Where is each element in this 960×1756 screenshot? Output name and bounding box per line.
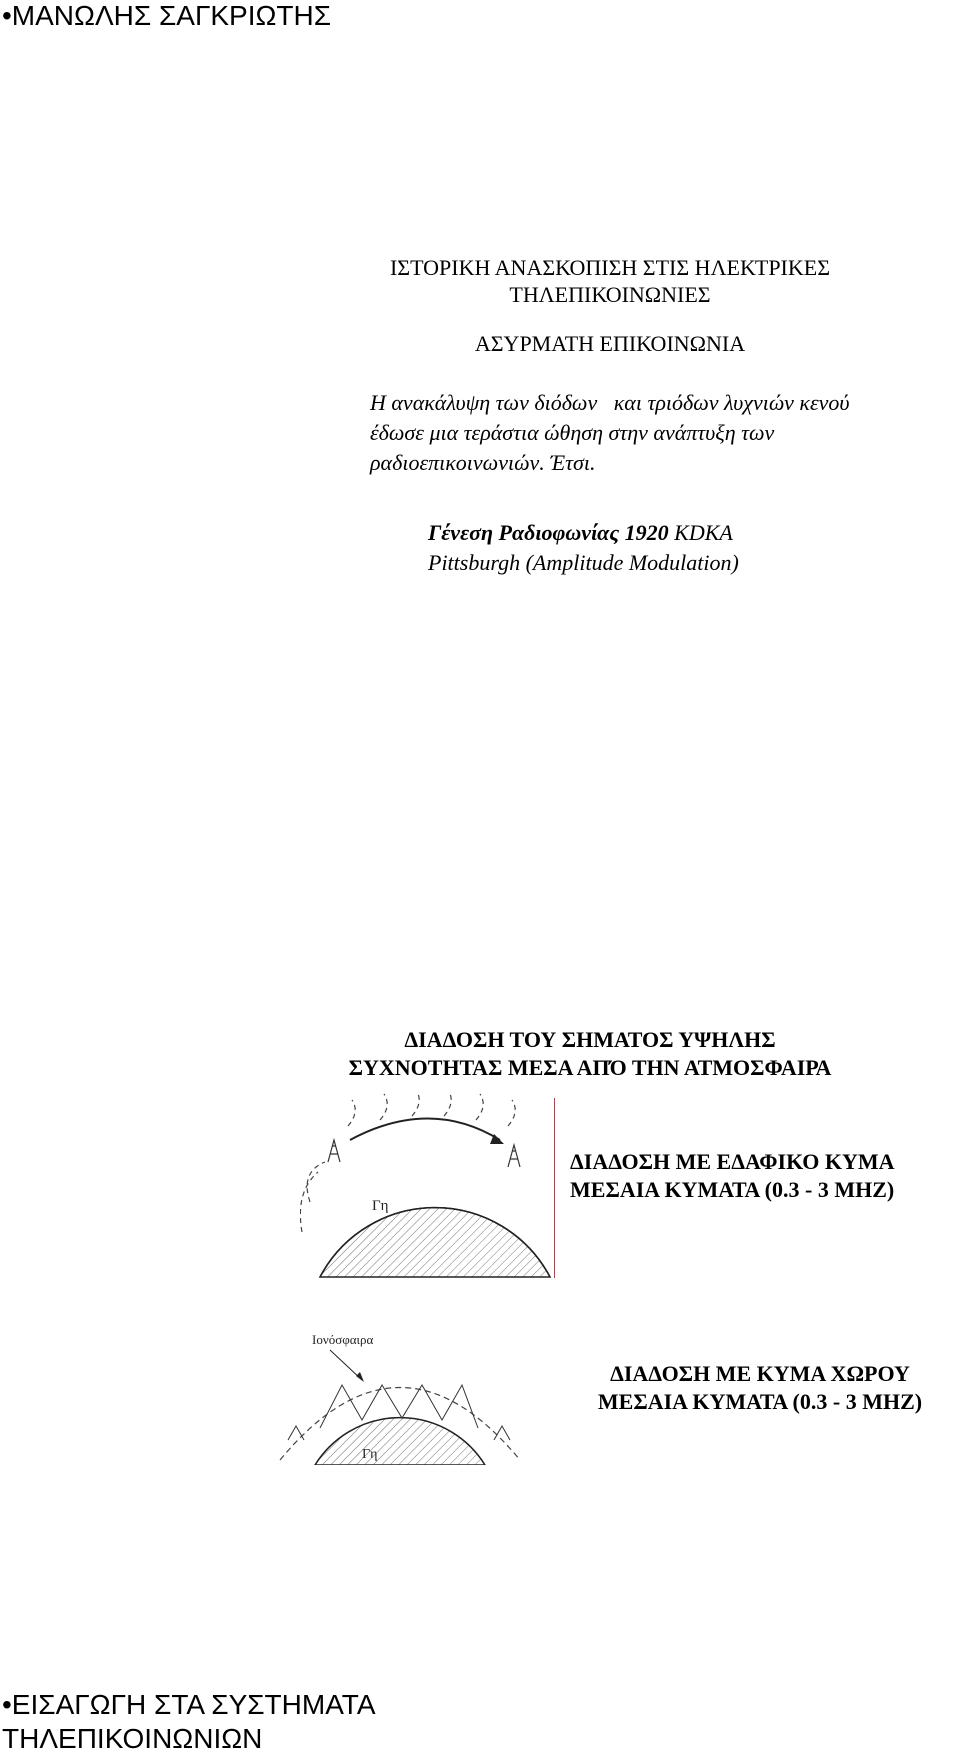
header-author: •ΜΑΝΩΛΗΣ ΣΑΓΚΡΙΩΤΗΣ (2, 0, 332, 31)
page-title-line2: ΤΗΛΕΠΙΚΟΙΝΩΝΙΕΣ (509, 282, 711, 307)
genesis-rest: KDKA (668, 520, 733, 545)
earth-shape (320, 1208, 550, 1277)
left-antenna-icon (328, 1140, 340, 1162)
sky-wave-line2: ΜΕΣΑΙΑ ΚΥΜΑΤΑ (0.3 - 3 MHZ) (597, 1389, 923, 1414)
divider-line (554, 1098, 555, 1278)
radio-genesis (428, 518, 868, 578)
ground-wave-line2: ΜΕΣΑΙΑ ΚΥΜΑΤΑ (0.3 - 3 MHZ) (570, 1177, 895, 1202)
page-subtitle: ΑΣΥΡΜΑΤΗ ΕΠΙΚΟΙΝΩΝΙΑ (474, 331, 746, 356)
right-antenna-icon (494, 1426, 510, 1440)
intro-line1: Η ανακάλυψη των διόδων και τριόδων λυχνιών κενού (370, 390, 850, 415)
sky-earth-label: Γη (362, 1447, 378, 1462)
ground-wave-caption (570, 1148, 960, 1204)
ionosphere-label: Ιονόσφαιρα (312, 1332, 374, 1347)
left-antenna-icon (288, 1426, 304, 1440)
ground-earth-label: Γη (372, 1198, 389, 1214)
propagation-heading-line2: ΣΥΧΝΟΤΗΤΑΣ ΜΕΣΑ ΑΠΌ ΤΗΝ ΑΤΜΟΣΦΑΙΡΑ (348, 1055, 832, 1080)
footer-line1: •ΕΙΣΑΓΩΓΗ ΣΤΑ ΣΥΣΤΗΜΑΤΑ (2, 1689, 376, 1720)
ground-wave-diagram (300, 1092, 560, 1292)
right-antenna-icon (508, 1145, 520, 1167)
genesis-bold: Γένεση Ραδιοφωνίας 1920 (428, 520, 669, 545)
sky-wave-diagram (270, 1330, 530, 1465)
propagation-heading (240, 1026, 940, 1082)
intro-paragraph (370, 388, 930, 478)
genesis-line2: Pittsburgh (Amplitude Modulation) (428, 550, 739, 575)
footer-line2: ΤΗΛΕΠΙΚΟΙΝΩΝΙΩΝ (2, 1723, 263, 1754)
page-title (300, 254, 920, 308)
intro-line2: έδωσε μια τεράστια ώθηση στην ανάπτυξη των (370, 420, 775, 445)
propagation-heading-line1: ΔΙΑΔΟΣΗ ΤΟΥ ΣΗΜΑΤΟΣ ΥΨΗΛΗΣ (404, 1027, 776, 1052)
earth-shape (315, 1418, 485, 1465)
sky-wave-caption (560, 1360, 960, 1416)
page-title-line1: ΙΣΤΟΡΙΚΗ ΑΝΑΣΚΟΠΙΣΗ ΣΤΙΣ ΗΛΕΚΤΡΙΚΕΣ (389, 255, 831, 280)
intro-line3: ραδιοεπικοινωνιών. Έτσι. (370, 450, 596, 475)
ground-wave-line1: ΔΙΑΔΟΣΗ ΜΕ ΕΔΑΦΙΚΟ ΚΥΜΑ (570, 1149, 895, 1174)
footer (2, 1688, 376, 1756)
sky-wave-line1: ΔΙΑΔΟΣΗ ΜΕ ΚΥΜΑ ΧΩΡΟΥ (610, 1361, 910, 1386)
